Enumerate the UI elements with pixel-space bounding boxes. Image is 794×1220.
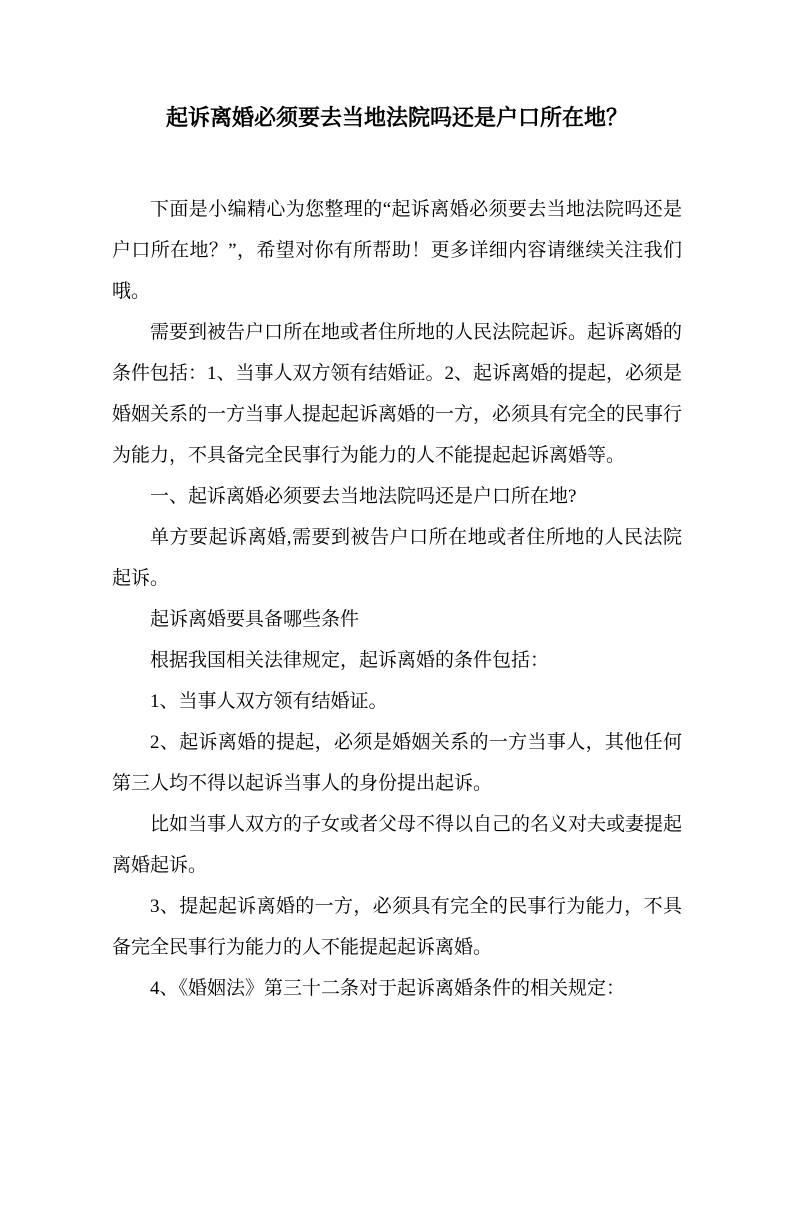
paragraph: 4、《婚姻法》第三十二条对于起诉离婚条件的相关规定：: [150, 978, 626, 999]
paragraph: 需要到被告户口所在地或者住所地的人民法院起诉。起诉离婚的条件包括：1、当事人双方领有结婚证。2、起诉离婚的提起，必须是婚姻关系的一方当事人提起起诉离婚的一方，必须具有完全的民事行为能力，不具备完全民事行为能力的人不能提起起诉离婚等。: [112, 322, 683, 466]
paragraph: 2、起诉离婚的提起，必须是婚姻关系的一方当事人，其他任何第三人均不得以起诉当事人的身份提出起诉。: [112, 732, 682, 794]
paragraph: 单方要起诉离婚,需要到被告户口所在地或者住所地的人民法院起诉。: [112, 527, 682, 589]
document-title: 起诉离婚必须要去当地法院吗还是户口所在地？: [165, 105, 628, 130]
paragraph: 3、提起起诉离婚的一方，必须具有完全的民事行为能力，不具备完全民事行为能力的人不能提起起诉离婚。: [112, 896, 682, 958]
paragraph: 比如当事人双方的子女或者父母不得以自己的名义对夫或妻提起离婚起诉。: [112, 814, 683, 876]
paragraph: 根据我国相关法律规定，起诉离婚的条件包括：: [150, 650, 550, 671]
paragraph: 一、起诉离婚必须要去当地法院吗还是户口所在地?: [150, 486, 577, 507]
paragraph: 1、当事人双方领有结婚证。: [150, 691, 388, 712]
document-body: [112, 189, 682, 1009]
document-page: [0, 97, 794, 1220]
paragraph: 起诉离婚要具备哪些条件: [150, 609, 360, 630]
paragraph: 下面是小编精心为您整理的“起诉离婚必须要去当地法院吗还是户口所在地？”，希望对你有所帮助！更多详细内容请继续关注我们哦。: [112, 199, 682, 302]
